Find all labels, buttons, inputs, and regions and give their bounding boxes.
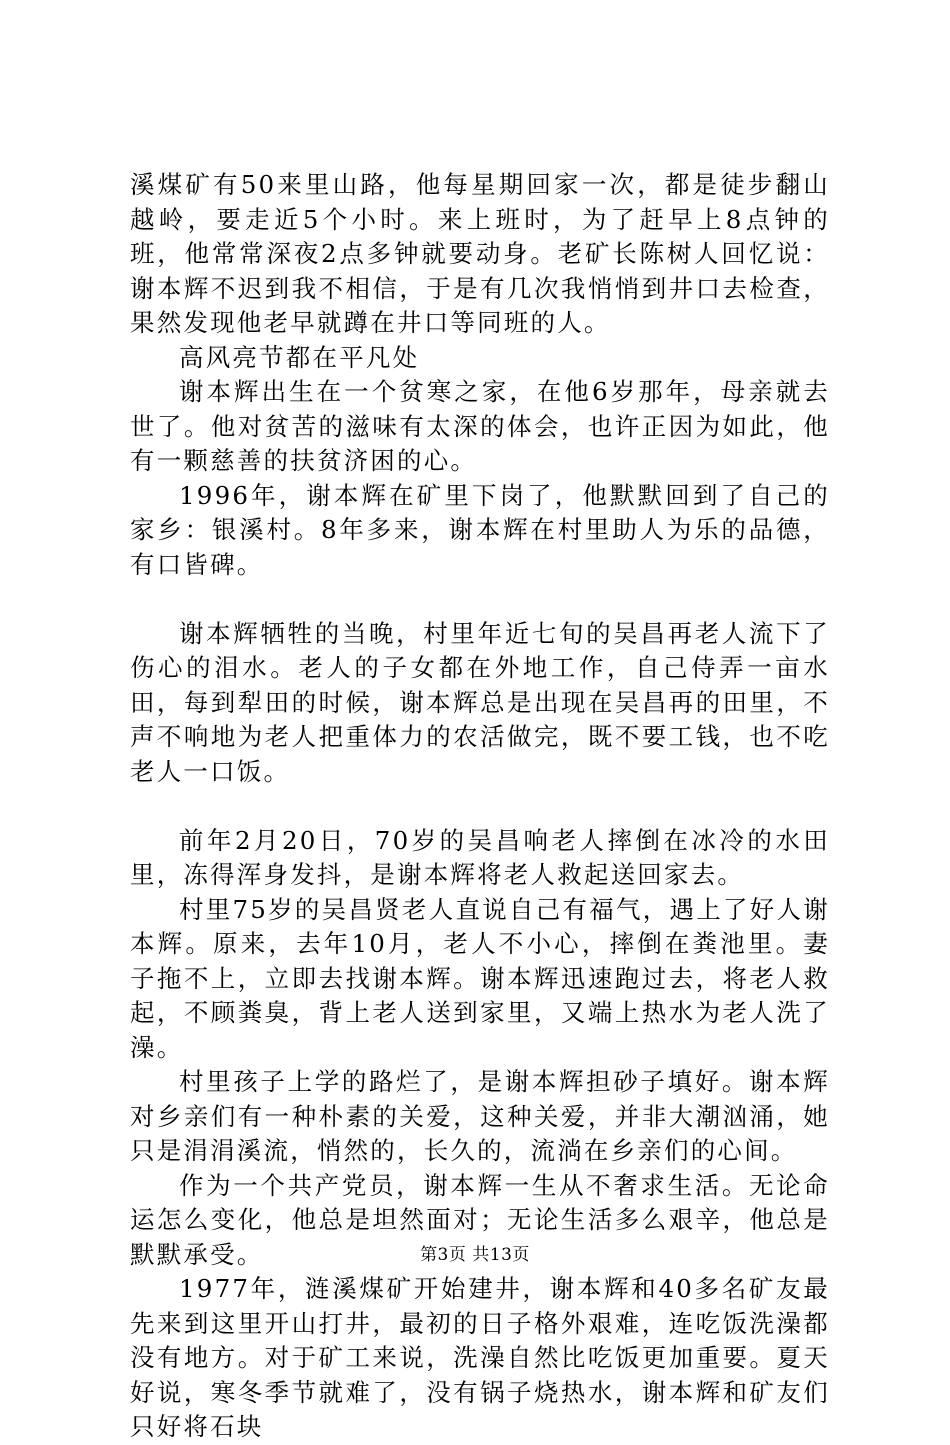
paragraph-continuation: 溪煤矿有50来里山路，他每星期回家一次，都是徒步翻山越岭，要走近5个小时。来上班时，为了赶早上8点钟的班，他常常深夜2点多钟就要动身。老矿长陈树人回忆说：谢本辉不迟到我不相信，于是有几次我悄悄到井口去检查，果然发现他老早就蹲在井口等同班的人。 (130, 170, 830, 337)
page-footer: 第3页 共13页 (420, 1245, 530, 1265)
paragraph: 谢本辉出生在一个贫寒之家，在他6岁那年，母亲就去世了。他对贫苦的滋味有太深的体会，也许正因为如此，他有一颗慈善的扶贫济困的心。 (130, 377, 830, 475)
paragraph: 村里75岁的吴昌贤老人直说自己有福气，遇上了好人谢本辉。原来，去年10月，老人不小心，摔倒在粪池里。妻子拖不上，立即去找谢本辉。谢本辉迅速跑过去，将老人救起，不顾粪臭，背上老人送到家里，又端上热水为老人洗了澡。 (130, 894, 830, 1062)
paragraph: 1996年，谢本辉在矿里下岗了，他默默回到了自己的家乡：银溪村。8年多来，谢本辉在村里助人为乐的品德，有口皆碑。 (130, 480, 830, 579)
paragraph: 作为一个共产党员，谢本辉一生从不奢求生活。无论命运怎么变化，他总是坦然面对；无论生活多么艰辛，他总是默默承受。 (130, 1170, 830, 1269)
section-heading: 高风亮节都在平凡处 (179, 342, 420, 372)
paragraph: 1977年，涟溪煤矿开始建井，谢本辉和40多名矿友最先来到这里开山打井，最初的日子格外艰难，连吃饭洗澡都没有地方。对于矿工来说，洗澡自然比吃饭更加重要。夏天好说，寒冬季节就难了，没有锅子烧热水，谢本辉和矿友们只好将石块 (130, 1274, 830, 1441)
paragraph: 前年2月20日，70岁的吴昌响老人摔倒在冰冷的水田里，冻得浑身发抖，是谢本辉将老人救起送回家去。 (130, 825, 830, 889)
paragraph: 村里孩子上学的路烂了，是谢本辉担砂子填好。谢本辉对乡亲们有一种朴素的关爱，这种关爱，并非大潮汹涌，她只是涓涓溪流，悄然的，长久的，流淌在乡亲们的心间。 (130, 1067, 830, 1165)
paragraph: 谢本辉牺牲的当晚，村里年近七旬的吴昌再老人流下了伤心的泪水。老人的子女都在外地工作，自己侍弄一亩水田，每到犁田的时候，谢本辉总是出现在吴昌再的田里，不声不响地为老人把重体力的农活做完，既不要工钱，也不吃老人一口饭。 (130, 618, 830, 786)
